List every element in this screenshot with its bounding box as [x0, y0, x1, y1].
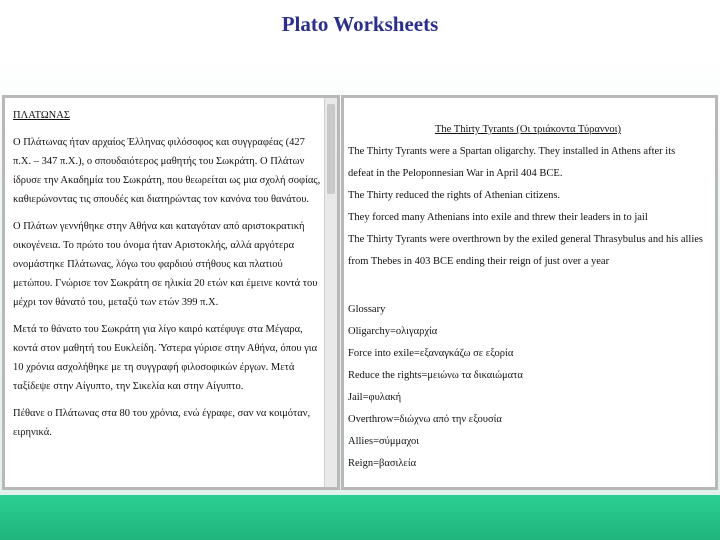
right-line-1: The Thirty Tyrants were a Spartan oligarchy. They installed in Athens after its — [348, 146, 676, 157]
slide-bottom-band — [0, 495, 720, 540]
glossary-item: Overthrow=διώχνω από την εξουσία — [348, 414, 502, 425]
slide-title: Plato Worksheets — [281, 12, 439, 36]
left-paragraph-3: Μετά το θάνατο του Σωκράτη για λίγο καιρό κατέφυγε στα Μέγαρα, κοντά στον μαθητή του Ευκλείδη. Ύστερα γύρισε στην Αθήνα, όπου για 10 χρόνια ασχολήθηκε με τη συγγραφή φιλοσοφικών έργων. Μετά ταξίδεψε στην Αίγυπτο, την Σικελία και στην Αίγυπτο. — [13, 324, 318, 392]
left-paragraph-4: Πέθανε ο Πλάτωνας στα 80 του χρόνια, ενώ έγραφε, σαν να κοιμόταν, ειρηνικά. — [13, 408, 311, 438]
right-line-3: The Thirty reduced the rights of Athenian citizens. — [348, 190, 561, 201]
left-document — [13, 106, 323, 450]
right-document-heading: The Thirty Tyrants (Οι τριάκοντα Τύραννοι) — [435, 124, 621, 135]
right-line-2: defeat in the Peloponnesian War in April 404 BCE. — [348, 168, 563, 179]
left-paragraph-2: Ο Πλάτων γεννήθηκε στην Αθήνα και καταγόταν από αριστοκρατική οικογένεια. Το πρώτο του όνομα ήταν Αριστοκλής, αλλά αργότερα ονομάστηκε Πλάτωνας, λόγω του φαρδιού στήθους και πλατιού μετώπου. Γνώρισε τον Σωκράτη σε ηλικία 20 ετών και έμεινε κοντά του μέχρι τον θάνατό του, μεταξύ των ετών 399 π.Χ. — [13, 221, 318, 308]
left-document-panel[interactable] — [2, 95, 340, 490]
right-document-panel[interactable] — [341, 95, 718, 490]
right-line-4: They forced many Athenians into exile and threw their leaders in to jail — [348, 212, 648, 223]
right-line-6: from Thebes in 403 BCE ending their reign of just over a year — [348, 256, 610, 267]
glossary-item: Jail=φυλακή — [348, 392, 402, 403]
left-document-heading: ΠΛΑΤΩΝΑΣ — [13, 110, 70, 121]
glossary-item: Allies=σύμμαχοι — [348, 436, 420, 447]
glossary-item: Force into exile=εξαναγκάζω σε εξορία — [348, 348, 514, 359]
glossary-heading: Glossary — [348, 304, 386, 315]
glossary-item: Oligarchy=ολιγαρχία — [348, 326, 438, 337]
right-document — [348, 120, 708, 476]
left-scrollbar[interactable] — [324, 98, 337, 487]
spacer — [348, 274, 708, 300]
left-paragraph-1: Ο Πλάτωνας ήταν αρχαίος Έλληνας φιλόσοφος και συγγραφέας (427 π.Χ. – 347 π.Χ.), ο σπουδαιότερος μαθητής του Σωκράτη. Ο Πλάτων ίδρυσε την Ακαδημία του Σωκράτη, που θεωρείται ως μια σχολή σοφίας, καθιερώνοντας τις σπουδές και διατηρώντας τον κανόνα του θανάτου. — [13, 137, 321, 205]
right-line-5: The Thirty Tyrants were overthrown by the exiled general Thrasybulus and his allies — [348, 234, 704, 245]
glossary-item: Reduce the rights=μειώνω τα δικαιώματα — [348, 370, 523, 381]
glossary-item: Reign=βασιλεία — [348, 458, 417, 469]
left-scroll-thumb[interactable] — [327, 104, 335, 194]
